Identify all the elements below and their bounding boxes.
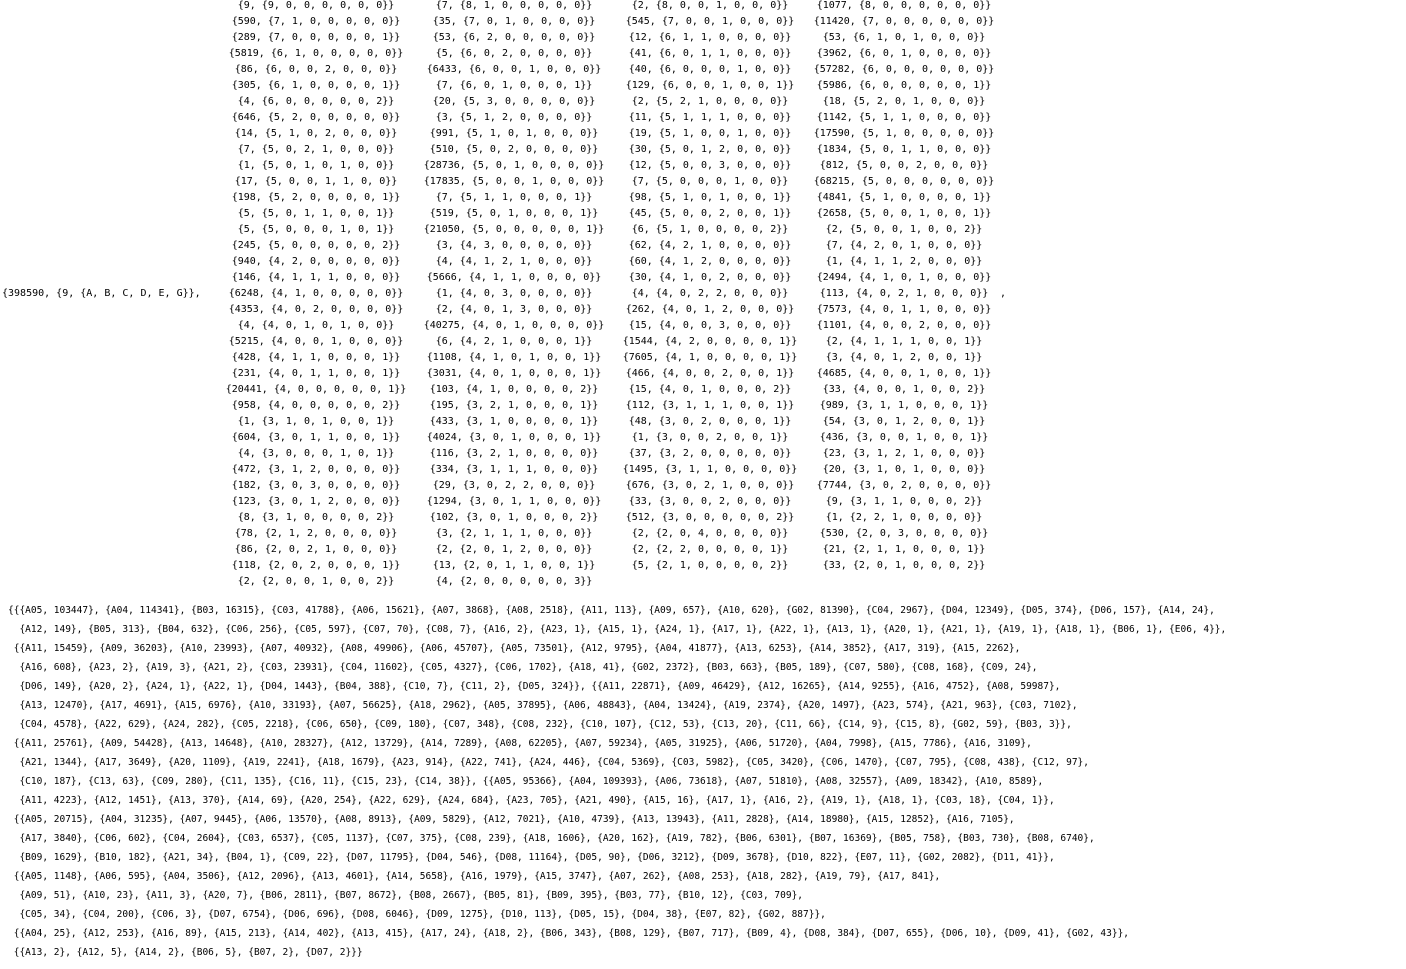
- list-line: {{A05, 1148}, {A06, 595}, {A04, 3506}, {A12, 2096}, {A13, 4601}, {A14, 5658}, {A16, 1979}, {A15, 3747}, {A07, 262}, {A08, 253}, {A18, 282}, {A19, 79}, {A17, 841},: [8, 871, 941, 882]
- matrix-cell: {60, {4, 1, 2, 0, 0, 0, 0}}: [628, 256, 792, 267]
- matrix-cell: {7, {6, 0, 1, 0, 0, 0, 1}}: [435, 80, 593, 91]
- matrix-cell: {17590, {5, 1, 0, 0, 0, 0, 0}}: [813, 128, 995, 139]
- matrix-cell: {989, {3, 1, 1, 0, 0, 0, 1}}: [819, 400, 989, 411]
- matrix-cell: {57282, {6, 0, 0, 0, 0, 0, 0}}: [813, 64, 995, 75]
- matrix-cell: {1294, {3, 0, 1, 1, 0, 0, 0}}: [426, 496, 602, 507]
- matrix-cell: {18, {5, 2, 0, 1, 0, 0, 0}}: [822, 96, 986, 107]
- matrix-cell: {40275, {4, 0, 1, 0, 0, 0, 0}}: [423, 320, 605, 331]
- matrix-cell: {48, {3, 0, 2, 0, 0, 0, 1}}: [628, 416, 792, 427]
- matrix-cell: {433, {3, 1, 0, 0, 0, 0, 1}}: [429, 416, 599, 427]
- matrix-cell: {1108, {4, 1, 0, 1, 0, 0, 1}}: [426, 352, 602, 363]
- matrix-cell: {7744, {3, 0, 2, 0, 0, 0, 0}}: [816, 480, 992, 491]
- matrix-cell: {33, {3, 0, 0, 2, 0, 0, 0}}: [628, 496, 792, 507]
- matrix-cell: {3, {5, 1, 2, 0, 0, 0, 0}}: [435, 112, 593, 123]
- matrix-cell: {7, {5, 0, 2, 1, 0, 0, 0}}: [237, 144, 395, 155]
- matrix-cell: {5, {6, 0, 2, 0, 0, 0, 0}}: [435, 48, 593, 59]
- matrix-cell: {129, {6, 0, 0, 1, 0, 0, 1}}: [625, 80, 795, 91]
- matrix-cell: {3, {4, 3, 0, 0, 0, 0, 0}}: [435, 240, 593, 251]
- matrix-cell: {466, {4, 0, 0, 2, 0, 0, 1}}: [625, 368, 795, 379]
- output-prefix: {398590, {9, {A, B, C, D, E, G}},: [2, 288, 201, 299]
- list-line: {A09, 51}, {A10, 23}, {A11, 3}, {A20, 7}, {B06, 2811}, {B07, 8672}, {B08, 2667}, {B05, 81}, {B09, 395}, {B03, 77}, {B10, 12}, {C03, 709},: [8, 890, 804, 901]
- matrix-cell: {21050, {5, 0, 0, 0, 0, 0, 1}}: [423, 224, 605, 235]
- matrix-cell: {4, {6, 0, 0, 0, 0, 0, 2}}: [237, 96, 395, 107]
- matrix-cell: {4, {4, 0, 1, 0, 1, 0, 0}}: [237, 320, 395, 331]
- matrix-cell: {545, {7, 0, 0, 1, 0, 0, 0}}: [625, 16, 795, 27]
- matrix-cell: {29, {3, 0, 2, 2, 0, 0, 0}}: [432, 480, 596, 491]
- matrix-cell: {2, {8, 0, 0, 1, 0, 0, 0}}: [631, 0, 789, 11]
- matrix-cell: {1, {4, 1, 1, 2, 0, 0, 0}}: [825, 256, 983, 267]
- matrix-cell: {37, {3, 2, 0, 0, 0, 0, 0}}: [628, 448, 792, 459]
- list-line: {B09, 1629}, {B10, 182}, {A21, 34}, {B04, 1}, {C09, 22}, {D07, 11795}, {D04, 546}, {D08, 11164}, {D05, 90}, {D06, 3212}, {D09, 3678}, {D10, 822}, {E07, 11}, {G02, 2082}, {D11, 41}},: [8, 852, 1055, 863]
- matrix-cell: {30, {4, 1, 0, 2, 0, 0, 0}}: [628, 272, 792, 283]
- matrix-cell: {1834, {5, 0, 1, 1, 0, 0, 0}}: [816, 144, 992, 155]
- matrix-cell: {4353, {4, 0, 2, 0, 0, 0, 0}}: [228, 304, 404, 315]
- matrix-cell: {1, {2, 2, 1, 0, 0, 0, 0}}: [825, 512, 983, 523]
- matrix-cell: {53, {6, 2, 0, 0, 0, 0, 0}}: [432, 32, 596, 43]
- matrix-cell: {289, {7, 0, 0, 0, 0, 0, 1}}: [231, 32, 401, 43]
- list-line: {A12, 149}, {B05, 313}, {B04, 632}, {C06, 256}, {C05, 597}, {C07, 70}, {C08, 7}, {A16, 2}, {A23, 1}, {A15, 1}, {A24, 1}, {A17, 1}, {A22, 1}, {A13, 1}, {A20, 1}, {A21, 1}, {A19, 1}, {A18, 1}, {B06, 1}, {E06, 4}},: [8, 624, 1227, 635]
- matrix-cell: {991, {5, 1, 0, 1, 0, 0, 0}}: [429, 128, 599, 139]
- matrix-cell: {113, {4, 0, 2, 1, 0, 0, 0}}: [819, 288, 989, 299]
- matrix-cell: {11, {5, 1, 1, 1, 0, 0, 0}}: [628, 112, 792, 123]
- matrix-cell: {958, {4, 0, 0, 0, 0, 0, 2}}: [231, 400, 401, 411]
- matrix-cell: {5, {5, 0, 0, 0, 1, 0, 1}}: [237, 224, 395, 235]
- matrix-cell: {2, {4, 1, 1, 1, 0, 0, 1}}: [825, 336, 983, 347]
- matrix-cell: {2, {2, 0, 1, 2, 0, 0, 0}}: [435, 544, 593, 555]
- matrix-cell: {8, {3, 1, 0, 0, 0, 0, 2}}: [237, 512, 395, 523]
- matrix-cell: {7605, {4, 1, 0, 0, 0, 0, 1}}: [622, 352, 798, 363]
- output-trailing-comma: ,: [1000, 288, 1007, 299]
- matrix-cell: {510, {5, 0, 2, 0, 0, 0, 0}}: [429, 144, 599, 155]
- matrix-cell: {5215, {4, 0, 0, 1, 0, 0, 0}}: [228, 336, 404, 347]
- list-line: {A16, 608}, {A23, 2}, {A19, 3}, {A21, 2}, {C03, 23931}, {C04, 11602}, {C05, 4327}, {C06, 1702}, {A18, 41}, {G02, 2372}, {B03, 663}, {B05, 189}, {C07, 580}, {C08, 168}, {C09, 24},: [8, 662, 1038, 673]
- matrix-cell: {102, {3, 0, 1, 0, 0, 0, 2}}: [429, 512, 599, 523]
- matrix-cell: {604, {3, 0, 1, 1, 0, 0, 1}}: [231, 432, 401, 443]
- matrix-cell: {9, {9, 0, 0, 0, 0, 0, 0}}: [237, 0, 395, 11]
- matrix-cell: {1142, {5, 1, 1, 0, 0, 0, 0}}: [816, 112, 992, 123]
- matrix-cell: {6, {4, 2, 1, 0, 0, 0, 1}}: [435, 336, 593, 347]
- matrix-cell: {6433, {6, 0, 0, 1, 0, 0, 0}}: [426, 64, 602, 75]
- matrix-cell: {15, {4, 0, 1, 0, 0, 0, 2}}: [628, 384, 792, 395]
- matrix-cell: {103, {4, 1, 0, 0, 0, 0, 2}}: [429, 384, 599, 395]
- list-line: {A11, 4223}, {A12, 1451}, {A13, 370}, {A14, 69}, {A20, 254}, {A22, 629}, {A24, 684}, {A23, 705}, {A21, 490}, {A15, 16}, {A17, 1}, {A16, 2}, {A19, 1}, {A18, 1}, {C03, 18}, {C04, 1}},: [8, 795, 1055, 806]
- matrix-cell: {530, {2, 0, 3, 0, 0, 0, 0}}: [819, 528, 989, 539]
- matrix-cell: {198, {5, 2, 0, 0, 0, 0, 1}}: [231, 192, 401, 203]
- matrix-cell: {2, {5, 0, 0, 1, 0, 0, 2}}: [825, 224, 983, 235]
- matrix-cell: {15, {4, 0, 0, 3, 0, 0, 0}}: [628, 320, 792, 331]
- matrix-cell: {195, {3, 2, 1, 0, 0, 0, 1}}: [429, 400, 599, 411]
- matrix-cell: {7, {8, 1, 0, 0, 0, 0, 0}}: [435, 0, 593, 11]
- matrix-cell: {3, {2, 1, 1, 1, 0, 0, 0}}: [435, 528, 593, 539]
- matrix-cell: {3, {4, 0, 1, 2, 0, 0, 1}}: [825, 352, 983, 363]
- list-line: {{A11, 15459}, {A09, 36203}, {A10, 23993}, {A07, 40932}, {A08, 49906}, {A06, 45707}, {A05, 73501}, {A12, 9795}, {A04, 41877}, {A13, 6253}, {A14, 3852}, {A17, 319}, {A15, 2262},: [8, 643, 1021, 654]
- matrix-cell: {4685, {4, 0, 0, 1, 0, 0, 1}}: [816, 368, 992, 379]
- list-line: {{{A05, 103447}, {A04, 114341}, {B03, 16315}, {C03, 41788}, {A06, 15621}, {A07, 3868}, {A08, 2518}, {A11, 113}, {A09, 657}, {A10, 620}, {G02, 81390}, {C04, 2967}, {D04, 12349}, {D05, 374}, {D06, 157}, {A14, 24},: [8, 605, 1215, 616]
- matrix-cell: {17, {5, 0, 0, 1, 1, 0, 0}}: [234, 176, 398, 187]
- matrix-cell: {4841, {5, 1, 0, 0, 0, 0, 1}}: [816, 192, 992, 203]
- matrix-cell: {12, {6, 1, 1, 0, 0, 0, 0}}: [628, 32, 792, 43]
- matrix-cell: {53, {6, 1, 0, 1, 0, 0, 0}}: [822, 32, 986, 43]
- matrix-cell: {41, {6, 0, 1, 1, 0, 0, 0}}: [628, 48, 792, 59]
- matrix-cell: {35, {7, 0, 1, 0, 0, 0, 0}}: [432, 16, 596, 27]
- matrix-cell: {182, {3, 0, 3, 0, 0, 0, 0}}: [231, 480, 401, 491]
- matrix-cell: {1101, {4, 0, 0, 2, 0, 0, 0}}: [816, 320, 992, 331]
- matrix-cell: {1495, {3, 1, 1, 0, 0, 0, 0}}: [622, 464, 798, 475]
- matrix-cell: {2, {2, 2, 0, 0, 0, 0, 1}}: [631, 544, 789, 555]
- matrix-cell: {123, {3, 0, 1, 2, 0, 0, 0}}: [231, 496, 401, 507]
- matrix-cell: {19, {5, 1, 0, 0, 1, 0, 0}}: [628, 128, 792, 139]
- matrix-cell: {646, {5, 2, 0, 0, 0, 0, 0}}: [231, 112, 401, 123]
- matrix-cell: {6248, {4, 1, 0, 0, 0, 0, 0}}: [228, 288, 404, 299]
- matrix-cell: {262, {4, 0, 1, 2, 0, 0, 0}}: [625, 304, 795, 315]
- matrix-cell: {6, {5, 1, 0, 0, 0, 0, 2}}: [631, 224, 789, 235]
- matrix-cell: {20, {5, 3, 0, 0, 0, 0, 0}}: [432, 96, 596, 107]
- list-line: {D06, 149}, {A20, 2}, {A24, 1}, {A22, 1}, {D04, 1443}, {B04, 388}, {C10, 7}, {C11, 2}, {D05, 324}}, {{A11, 22871}, {A09, 46429}, {A12, 16265}, {A14, 9255}, {A16, 4752}, {A08, 59987},: [8, 681, 1061, 692]
- matrix-cell: {4, {3, 0, 0, 0, 1, 0, 1}}: [237, 448, 395, 459]
- matrix-cell: {472, {3, 1, 2, 0, 0, 0, 0}}: [231, 464, 401, 475]
- matrix-cell: {5, {5, 0, 1, 1, 0, 0, 1}}: [237, 208, 395, 219]
- matrix-cell: {4, {4, 0, 2, 2, 0, 0, 0}}: [631, 288, 789, 299]
- matrix-cell: {86, {6, 0, 0, 2, 0, 0, 0}}: [234, 64, 398, 75]
- matrix-cell: {7573, {4, 0, 1, 1, 0, 0, 0}}: [816, 304, 992, 315]
- matrix-cell: {2658, {5, 0, 0, 1, 0, 0, 1}}: [816, 208, 992, 219]
- matrix-cell: {17835, {5, 0, 0, 1, 0, 0, 0}}: [423, 176, 605, 187]
- matrix-cell: {13, {2, 0, 1, 1, 0, 0, 1}}: [432, 560, 596, 571]
- matrix-cell: {4, {2, 0, 0, 0, 0, 0, 3}}: [435, 576, 593, 587]
- matrix-cell: {11420, {7, 0, 0, 0, 0, 0, 0}}: [813, 16, 995, 27]
- list-line: {{A04, 25}, {A12, 253}, {A16, 89}, {A15, 213}, {A14, 402}, {A13, 415}, {A17, 24}, {A18, 2}, {B06, 343}, {B08, 129}, {B07, 717}, {B09, 4}, {D08, 384}, {D07, 655}, {D06, 10}, {D09, 41}, {G02, 43}},: [8, 928, 1130, 939]
- matrix-cell: {23, {3, 1, 2, 1, 0, 0, 0}}: [822, 448, 986, 459]
- matrix-cell: {45, {5, 0, 0, 2, 0, 0, 1}}: [628, 208, 792, 219]
- matrix-cell: {2, {4, 0, 1, 3, 0, 0, 0}}: [435, 304, 593, 315]
- matrix-cell: {2, {2, 0, 0, 1, 0, 0, 2}}: [237, 576, 395, 587]
- matrix-cell: {676, {3, 0, 2, 1, 0, 0, 0}}: [625, 480, 795, 491]
- matrix-cell: {118, {2, 0, 2, 0, 0, 0, 1}}: [231, 560, 401, 571]
- list-line: {C05, 34}, {C04, 200}, {C06, 3}, {D07, 6754}, {D06, 696}, {D08, 6046}, {D09, 1275}, {D10, 113}, {D05, 15}, {D04, 38}, {E07, 82}, {G02, 887}},: [8, 909, 826, 920]
- list-line: {A21, 1344}, {A17, 3649}, {A20, 1109}, {A19, 2241}, {A18, 1679}, {A23, 914}, {A22, 741}, {A24, 446}, {C04, 5369}, {C03, 5982}, {C05, 3420}, {C06, 1470}, {C07, 795}, {C08, 438}, {C12, 97},: [8, 757, 1089, 768]
- matrix-cell: {7, {4, 2, 0, 1, 0, 0, 0}}: [825, 240, 983, 251]
- matrix-cell: {40, {6, 0, 0, 0, 1, 0, 0}}: [628, 64, 792, 75]
- matrix-cell: {54, {3, 0, 1, 2, 0, 0, 1}}: [822, 416, 986, 427]
- matrix-cell: {116, {3, 2, 1, 0, 0, 0, 0}}: [429, 448, 599, 459]
- matrix-cell: {940, {4, 2, 0, 0, 0, 0, 0}}: [231, 256, 401, 267]
- matrix-cell: {1077, {8, 0, 0, 0, 0, 0, 0}}: [816, 0, 992, 11]
- matrix-cell: {1, {3, 0, 0, 2, 0, 0, 1}}: [631, 432, 789, 443]
- matrix-cell: {146, {4, 1, 1, 1, 0, 0, 0}}: [231, 272, 401, 283]
- matrix-cell: {78, {2, 1, 2, 0, 0, 0, 0}}: [234, 528, 398, 539]
- matrix-cell: {12, {5, 0, 0, 3, 0, 0, 0}}: [628, 160, 792, 171]
- matrix-cell: {2494, {4, 1, 0, 1, 0, 0, 0}}: [816, 272, 992, 283]
- matrix-cell: {20, {3, 1, 0, 1, 0, 0, 0}}: [822, 464, 986, 475]
- matrix-cell: {512, {3, 0, 0, 0, 0, 0, 2}}: [625, 512, 795, 523]
- matrix-cell: {33, {2, 0, 1, 0, 0, 0, 2}}: [822, 560, 986, 571]
- matrix-cell: {1544, {4, 2, 0, 0, 0, 0, 1}}: [622, 336, 798, 347]
- matrix-cell: {334, {3, 1, 1, 1, 0, 0, 0}}: [429, 464, 599, 475]
- matrix-cell: {231, {4, 0, 1, 1, 0, 0, 1}}: [231, 368, 401, 379]
- matrix-cell: {68215, {5, 0, 0, 0, 0, 0, 0}}: [813, 176, 995, 187]
- matrix-cell: {3031, {4, 0, 1, 0, 0, 0, 1}}: [426, 368, 602, 379]
- matrix-cell: {20441, {4, 0, 0, 0, 0, 0, 1}}: [225, 384, 407, 395]
- matrix-cell: {14, {5, 1, 0, 2, 0, 0, 0}}: [234, 128, 398, 139]
- matrix-cell: {4024, {3, 0, 1, 0, 0, 0, 1}}: [426, 432, 602, 443]
- matrix-cell: {21, {2, 1, 1, 0, 0, 0, 1}}: [822, 544, 986, 555]
- matrix-cell: {4, {4, 1, 2, 1, 0, 0, 0}}: [435, 256, 593, 267]
- matrix-cell: {2, {2, 0, 4, 0, 0, 0, 0}}: [631, 528, 789, 539]
- matrix-cell: {5819, {6, 1, 0, 0, 0, 0, 0}}: [228, 48, 404, 59]
- list-line: {A17, 3840}, {C06, 602}, {C04, 2604}, {C03, 6537}, {C05, 1137}, {C07, 375}, {C08, 239}, {A18, 1606}, {A20, 162}, {A19, 782}, {B06, 6301}, {B07, 16369}, {B05, 758}, {B03, 730}, {B08, 6740},: [8, 833, 1095, 844]
- matrix-cell: {5666, {4, 1, 1, 0, 0, 0, 0}}: [426, 272, 602, 283]
- matrix-cell: {519, {5, 0, 1, 0, 0, 0, 1}}: [429, 208, 599, 219]
- list-line: {C10, 187}, {C13, 63}, {C09, 280}, {C11, 135}, {C16, 11}, {C15, 23}, {C14, 38}}, {{A05, 95366}, {A04, 109393}, {A06, 73618}, {A07, 51810}, {A08, 32557}, {A09, 18342}, {A10, 8589},: [8, 776, 1044, 787]
- matrix-cell: {28736, {5, 0, 1, 0, 0, 0, 0}}: [423, 160, 605, 171]
- matrix-cell: {7, {5, 0, 0, 0, 1, 0, 0}}: [631, 176, 789, 187]
- matrix-cell: {590, {7, 1, 0, 0, 0, 0, 0}}: [231, 16, 401, 27]
- matrix-cell: {86, {2, 0, 2, 1, 0, 0, 0}}: [234, 544, 398, 555]
- matrix-cell: {62, {4, 2, 1, 0, 0, 0, 0}}: [628, 240, 792, 251]
- matrix-cell: {30, {5, 0, 1, 2, 0, 0, 0}}: [628, 144, 792, 155]
- matrix-cell: {9, {3, 1, 1, 0, 0, 0, 2}}: [825, 496, 983, 507]
- matrix-cell: {5986, {6, 0, 0, 0, 0, 0, 1}}: [816, 80, 992, 91]
- list-line: {{A11, 25761}, {A09, 54428}, {A13, 14648}, {A10, 28327}, {A12, 13729}, {A14, 7289}, {A08, 62205}, {A07, 59234}, {A05, 31925}, {A06, 51720}, {A04, 7998}, {A15, 7786}, {A16, 3109},: [8, 738, 1032, 749]
- matrix-cell: {5, {2, 1, 0, 0, 0, 0, 2}}: [631, 560, 789, 571]
- matrix-cell: {1, {3, 1, 0, 1, 0, 0, 1}}: [237, 416, 395, 427]
- matrix-cell: {812, {5, 0, 0, 2, 0, 0, 0}}: [819, 160, 989, 171]
- list-line: {A13, 12470}, {A17, 4691}, {A15, 6976}, {A10, 33193}, {A07, 56625}, {A18, 2962}, {A05, 37895}, {A06, 48843}, {A04, 13424}, {A19, 2374}, {A20, 1497}, {A23, 574}, {A21, 963}, {C03, 7102},: [8, 700, 1078, 711]
- matrix-cell: {3962, {6, 0, 1, 0, 0, 0, 0}}: [816, 48, 992, 59]
- matrix-cell: {436, {3, 0, 0, 1, 0, 0, 1}}: [819, 432, 989, 443]
- matrix-cell: {2, {5, 2, 1, 0, 0, 0, 0}}: [631, 96, 789, 107]
- list-line: {{A13, 2}, {A12, 5}, {A14, 2}, {B06, 5}, {B07, 2}, {D07, 2}}}: [8, 947, 363, 958]
- matrix-cell: {305, {6, 1, 0, 0, 0, 0, 1}}: [231, 80, 401, 91]
- matrix-cell: {428, {4, 1, 1, 0, 0, 0, 1}}: [231, 352, 401, 363]
- matrix-cell: {112, {3, 1, 1, 1, 0, 0, 1}}: [625, 400, 795, 411]
- matrix-cell: {98, {5, 1, 0, 1, 0, 0, 1}}: [628, 192, 792, 203]
- list-line: {{A05, 20715}, {A04, 31235}, {A07, 9445}, {A06, 13570}, {A08, 8913}, {A09, 5829}, {A12, 7021}, {A10, 4739}, {A13, 13943}, {A11, 2828}, {A14, 18980}, {A15, 12852}, {A16, 7105},: [8, 814, 1015, 825]
- matrix-cell: {1, {4, 0, 3, 0, 0, 0, 0}}: [435, 288, 593, 299]
- matrix-cell: {1, {5, 0, 1, 0, 1, 0, 0}}: [237, 160, 395, 171]
- matrix-cell: {7, {5, 1, 1, 0, 0, 0, 1}}: [435, 192, 593, 203]
- matrix-cell: {33, {4, 0, 0, 1, 0, 0, 2}}: [822, 384, 986, 395]
- matrix-cell: {245, {5, 0, 0, 0, 0, 0, 2}}: [231, 240, 401, 251]
- list-line: {C04, 4578}, {A22, 629}, {A24, 282}, {C05, 2218}, {C06, 650}, {C09, 180}, {C07, 348}, {C08, 232}, {C10, 107}, {C12, 53}, {C13, 20}, {C11, 66}, {C14, 9}, {C15, 8}, {G02, 59}, {B03, 3}},: [8, 719, 1072, 730]
